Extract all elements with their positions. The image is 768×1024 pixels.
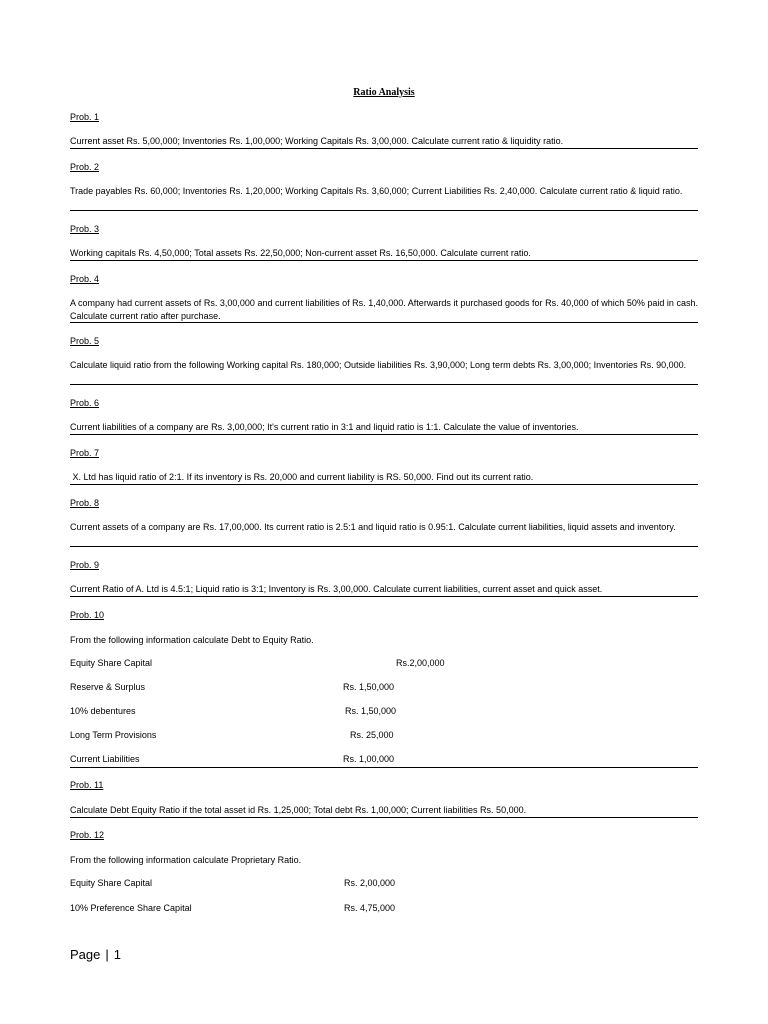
prob-5-text: Calculate liquid ratio from the following Working capital Rs. 180,000; Outside liabilities Rs. 3,90,000; Long term debts Rs. 3,00,000; Inventories Rs. 90,000. [70, 360, 687, 370]
row-label: 10% debentures [70, 706, 136, 716]
prob-10-label: Prob. 10 [70, 610, 105, 620]
row-value: Rs. 2,00,000 [344, 878, 396, 888]
page-number: 1 [113, 947, 121, 962]
prob-3-label: Prob. 3 [70, 224, 100, 234]
divider [70, 322, 698, 323]
row-label: Reserve & Surplus [70, 682, 146, 692]
prob-6-text: Current liabilities of a company are Rs. 3,00,000; It's current ratio in 3:1 and liquid ratio is 1:1. Calculate the value of inventories. [70, 422, 579, 432]
page-footer [70, 947, 121, 962]
prob-4-label: Prob. 4 [70, 274, 100, 284]
row-value: Rs. 1,00,000 [343, 754, 395, 764]
prob-1-label: Prob. 1 [70, 112, 100, 122]
prob-11-label: Prob. 11 [70, 780, 104, 790]
divider [70, 210, 698, 211]
prob-6-label: Prob. 6 [70, 398, 100, 408]
document-title: Ratio Analysis [353, 87, 415, 98]
row-value: Rs.2,00,000 [396, 658, 445, 668]
prob-10-text: From the following information calculate Debt to Equity Ratio. [70, 635, 314, 645]
divider [70, 817, 698, 818]
divider [70, 484, 698, 485]
divider [70, 596, 698, 597]
prob-9-text: Current Ratio of A. Ltd is 4.5:1; Liquid ratio is 3:1; Inventory is Rs. 3,00,000. Calculate current liabilities, current asset and quick asset. [70, 584, 603, 594]
prob-2-label: Prob. 2 [70, 162, 100, 172]
prob-12-text: From the following information calculate Proprietary Ratio. [70, 855, 302, 865]
prob-2-text: Trade payables Rs. 60,000; Inventories Rs. 1,20,000; Working Capitals Rs. 3,60,000; Current Liabilities Rs. 2,40,000. Calculate current ratio & liquid ratio. [70, 186, 683, 196]
divider [70, 260, 698, 261]
divider [70, 148, 698, 149]
prob-7-label: Prob. 7 [70, 448, 100, 458]
prob-8-text: Current assets of a company are Rs. 17,00,000. Its current ratio is 2.5:1 and liquid ratio is 0.95:1. Calculate current liabilities, liquid assets and inventory. [70, 522, 676, 532]
row-label: Equity Share Capital [70, 878, 153, 888]
divider [70, 546, 698, 547]
divider [70, 384, 698, 385]
prob-1-text: Current asset Rs. 5,00,000; Inventories Rs. 1,00,000; Working Capitals Rs. 3,00,000. Calculate current ratio & liquidity ratio. [70, 136, 564, 146]
row-value: Rs. 1,50,000 [345, 706, 397, 716]
row-value: Rs. 1,50,000 [343, 682, 395, 692]
row-label: Long Term Provisions [70, 730, 157, 740]
divider [70, 434, 698, 435]
divider [70, 767, 698, 768]
row-value: Rs. 25,000 [350, 730, 394, 740]
row-label: 10% Preference Share Capital [70, 903, 192, 913]
prob-3-text: Working capitals Rs. 4,50,000; Total assets Rs. 22,50,000; Non-current asset Rs. 16,50,000. Calculate current ratio. [70, 248, 531, 258]
row-label: Equity Share Capital [70, 658, 153, 668]
prob-5-label: Prob. 5 [70, 336, 100, 346]
prob-4-text: A company had current assets of Rs. 3,00,000 and current liabilities of Rs. 1,40,000. Afterwards it purchased goods for Rs. 40,000 of which 50% paid in cash. Calculate current ratio after purchase. [70, 298, 698, 321]
prob-12-label: Prob. 12 [70, 830, 105, 840]
prob-7-text: X. Ltd has liquid ratio of 2:1. If its inventory is Rs. 20,000 and current liability is RS. 50,000. Find out its current ratio. [70, 472, 534, 482]
prob-8-label: Prob. 8 [70, 498, 100, 508]
page-footer-label: Page [70, 947, 101, 962]
row-value: Rs. 4,75,000 [344, 903, 396, 913]
row-label: Current Liabilities [70, 754, 140, 764]
prob-9-label: Prob. 9 [70, 560, 100, 570]
page-footer-separator: | [105, 947, 109, 962]
prob-11-text: Calculate Debt Equity Ratio if the total asset id Rs. 1,25,000; Total debt Rs. 1,00,000; Current liabilities Rs. 50,000. [70, 805, 527, 815]
